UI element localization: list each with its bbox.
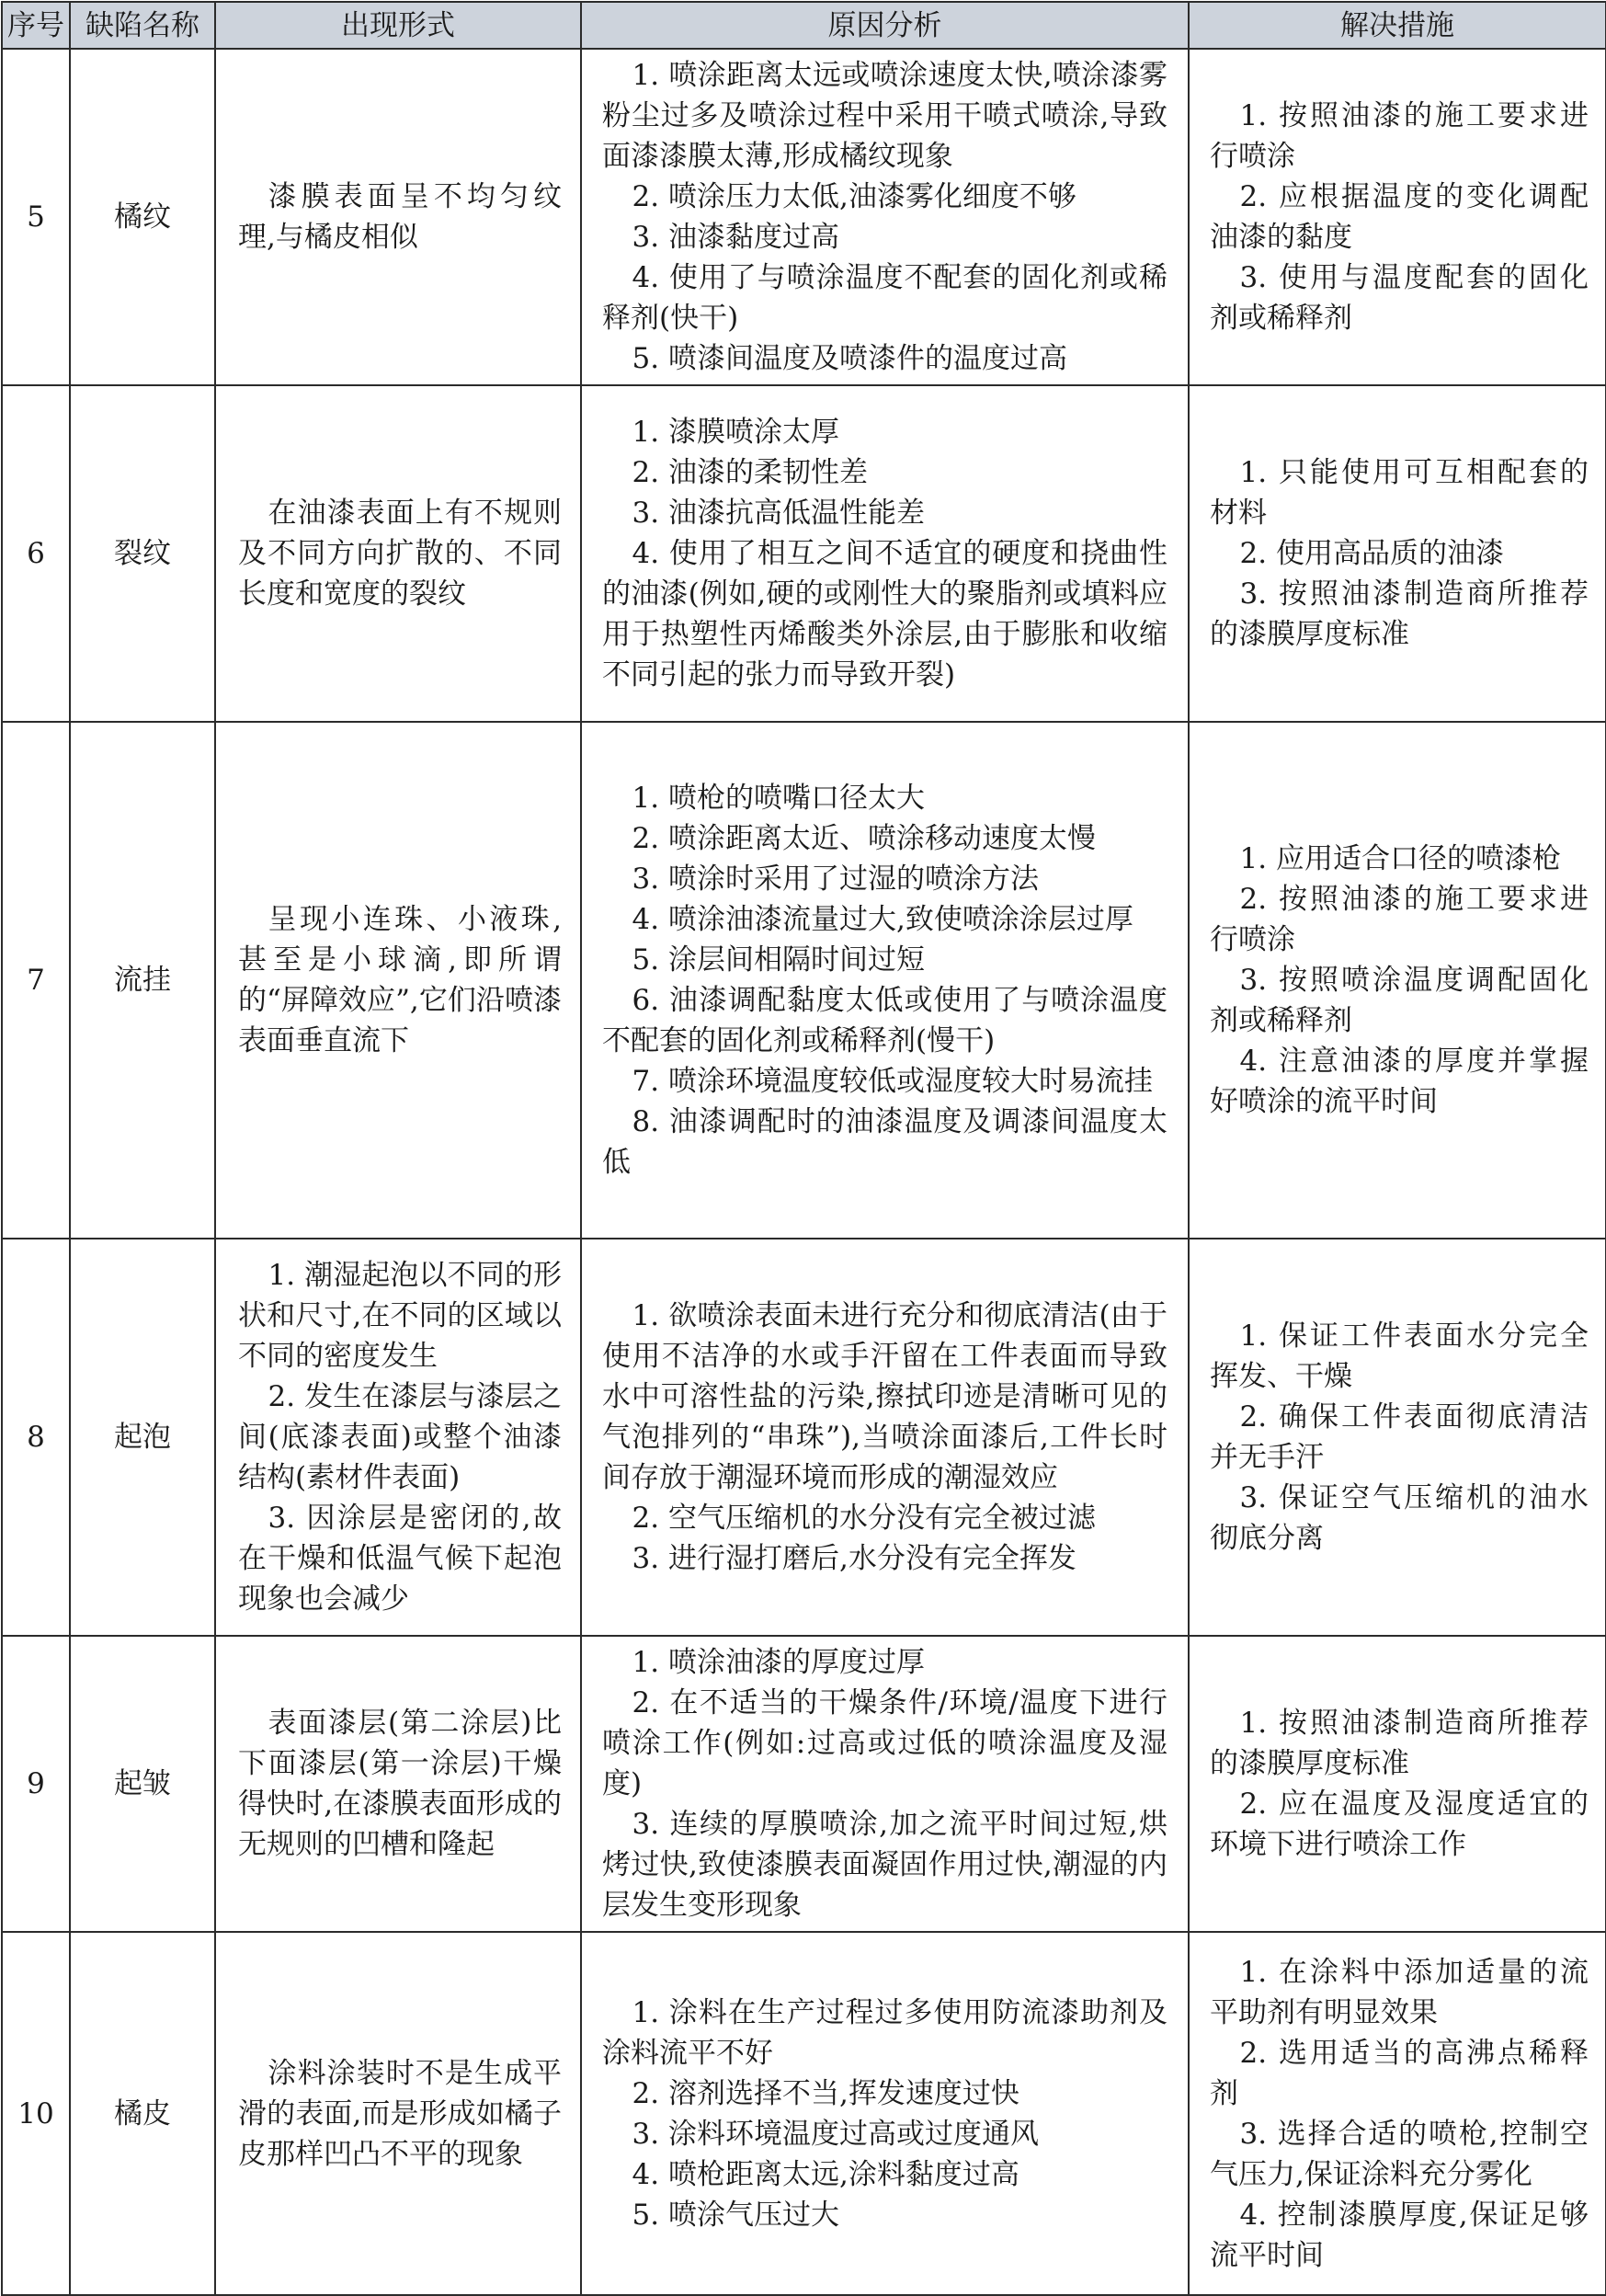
solution-item: 1. 按照油漆的施工要求进行喷涂	[1210, 99, 1589, 173]
table-row	[2, 1932, 1606, 2295]
cause-item: 3. 喷涂时采用了过湿的喷涂方法	[632, 862, 1039, 896]
appearance-text: 呈现小连珠、小液珠,甚至是小球滴,即所谓的“屏障效应”,它们沿喷漆表面垂直流下	[238, 903, 562, 1057]
cause-cell	[581, 1239, 1189, 1636]
solution-item: 3. 选择合适的喷枪,控制空气压力,保证涂料充分雾化	[1210, 2117, 1589, 2191]
appearance-cell	[215, 385, 581, 722]
table-header-row	[2, 2, 1606, 49]
cause-item: 4. 喷涂油漆流量过大,致使喷涂涂层过厚	[632, 903, 1133, 936]
cause-item: 2. 喷涂压力太低,油漆雾化细度不够	[632, 180, 1076, 213]
cause-cell	[581, 385, 1189, 722]
solution-cell	[1189, 722, 1606, 1239]
cause-item: 7. 喷涂环境温度较低或湿度较大时易流挂	[632, 1065, 1153, 1098]
table-row	[2, 1239, 1606, 1636]
solution-cell	[1189, 49, 1606, 385]
header-solution: 解决措施	[1189, 2, 1606, 49]
appearance-item: 3. 因涂层是密闭的,故在干燥和低温气候下起泡现象也会减少	[238, 1502, 562, 1616]
solution-item: 1. 应用适合口径的喷漆枪	[1239, 842, 1561, 875]
appearance-text: 在油漆表面上有不规则及不同方向扩散的、不同长度和宽度的裂纹	[238, 497, 562, 611]
cause-item: 1. 欲喷涂表面未进行充分和彻底清洁(由于使用不洁净的水或手汗留在工件表面而导致水中可溶性盐的污染,擦拭印迹是清晰可见的气泡排列的“串珠”),当喷涂面漆后,工件长时间存放于潮湿环境而形成的潮湿效应	[602, 1299, 1167, 1494]
cause-item: 3. 涂料环境温度过高或过度通风	[632, 2117, 1039, 2151]
cause-item: 1. 漆膜喷涂太厚	[632, 416, 839, 449]
cause-item: 2. 在不适当的干燥条件/环境/温度下进行喷涂工作(例如:过高或过低的喷涂温度及湿度)	[602, 1686, 1167, 1800]
solution-item: 2. 应根据温度的变化调配油漆的黏度	[1210, 180, 1589, 254]
appearance-cell	[215, 49, 581, 385]
row-number: 8	[2, 1239, 70, 1636]
solution-item: 3. 按照喷涂温度调配固化剂或稀释剂	[1210, 964, 1589, 1037]
solution-cell	[1189, 1239, 1606, 1636]
defect-name: 橘纹	[70, 49, 215, 385]
appearance-item: 1. 潮湿起泡以不同的形状和尺寸,在不同的区域以不同的密度发生	[238, 1259, 562, 1373]
defect-name: 裂纹	[70, 385, 215, 722]
solution-item: 4. 控制漆膜厚度,保证足够流平时间	[1210, 2198, 1589, 2272]
appearance-text: 表面漆层(第二涂层)比下面漆层(第一涂层)干燥得快时,在漆膜表面形成的无规则的凹槽和隆起	[238, 1707, 562, 1861]
header-defect-name: 缺陷名称	[70, 2, 215, 49]
cause-item: 1. 喷涂油漆的厚度过厚	[632, 1646, 925, 1679]
cause-item: 3. 油漆抗高低温性能差	[632, 497, 925, 530]
row-number: 10	[2, 1932, 70, 2295]
appearance-cell	[215, 722, 581, 1239]
cause-item: 8. 油漆调配时的油漆温度及调漆间温度太低	[602, 1105, 1167, 1179]
cause-item: 1. 喷枪的喷嘴口径太大	[632, 782, 925, 815]
solution-item: 2. 选用适当的高沸点稀释剂	[1210, 2036, 1589, 2110]
cause-item: 4. 使用了与喷涂温度不配套的固化剂或稀释剂(快干)	[602, 261, 1167, 335]
cause-cell	[581, 722, 1189, 1239]
solution-item: 1. 在涂料中添加适量的流平助剂有明显效果	[1210, 1955, 1589, 2029]
solution-cell	[1189, 1636, 1606, 1932]
solution-item: 2. 使用高品质的油漆	[1239, 537, 1504, 570]
cause-item: 3. 连续的厚膜喷涂,加之流平时间过短,烘烤过快,致使漆膜表面凝固作用过快,潮湿的内层发生变形现象	[602, 1808, 1167, 1922]
solution-item: 3. 使用与温度配套的固化剂或稀释剂	[1210, 261, 1589, 335]
table-row	[2, 722, 1606, 1239]
header-cause-analysis: 原因分析	[581, 2, 1189, 49]
row-number: 5	[2, 49, 70, 385]
cause-item: 1. 喷涂距离太远或喷涂速度太快,喷涂漆雾粉尘过多及喷涂过程中采用干喷式喷涂,导致面漆漆膜太薄,形成橘纹现象	[602, 59, 1167, 173]
row-number: 7	[2, 722, 70, 1239]
solution-item: 1. 保证工件表面水分完全挥发、干燥	[1210, 1319, 1589, 1393]
cause-item: 4. 喷枪距离太远,涂料黏度过高	[632, 2157, 1019, 2191]
defect-name: 起皱	[70, 1636, 215, 1932]
cause-item: 3. 油漆黏度过高	[632, 221, 839, 254]
solution-item: 4. 注意油漆的厚度并掌握好喷涂的流平时间	[1210, 1045, 1589, 1118]
appearance-cell	[215, 1932, 581, 2295]
solution-item: 2. 按照油漆的施工要求进行喷涂	[1210, 883, 1589, 956]
paint-defects-table	[1, 1, 1606, 2296]
appearance-item: 2. 发生在漆层与漆层之间(底漆表面)或整个油漆结构(素材件表面)	[238, 1380, 562, 1494]
appearance-cell	[215, 1636, 581, 1932]
appearance-cell	[215, 1239, 581, 1636]
cause-item: 2. 空气压缩机的水分没有完全被过滤	[632, 1502, 1096, 1535]
cause-item: 6. 油漆调配黏度太低或使用了与喷涂温度不配套的固化剂或稀释剂(慢干)	[602, 984, 1167, 1057]
cause-item: 5. 喷漆间温度及喷漆件的温度过高	[632, 342, 1067, 375]
solution-cell	[1189, 1932, 1606, 2295]
defect-name: 橘皮	[70, 1932, 215, 2295]
cause-item: 5. 涂层间相隔时间过短	[632, 943, 925, 977]
appearance-text: 漆膜表面呈不均匀纹理,与橘皮相似	[238, 180, 562, 254]
solution-item: 3. 保证空气压缩机的油水彻底分离	[1210, 1481, 1589, 1555]
solution-item: 2. 应在温度及湿度适宜的环境下进行喷涂工作	[1210, 1788, 1589, 1861]
solution-item: 2. 确保工件表面彻底清洁并无手汗	[1210, 1400, 1589, 1474]
cause-item: 2. 油漆的柔韧性差	[632, 456, 868, 489]
cause-item: 2. 喷涂距离太近、喷涂移动速度太慢	[632, 822, 1096, 855]
appearance-text: 涂料涂装时不是生成平滑的表面,而是形成如橘子皮那样凹凸不平的现象	[238, 2056, 562, 2171]
table-row	[2, 385, 1606, 722]
cause-item: 1. 涂料在生产过程过多使用防流漆助剂及涂料流平不好	[602, 1995, 1167, 2070]
cause-item: 4. 使用了相互之间不适宜的硬度和挠曲性的油漆(例如,硬的或刚性大的聚脂剂或填料应用于热塑性丙烯酸类外涂层,由于膨胀和收缩不同引起的张力而导致开裂)	[602, 537, 1167, 691]
row-number: 9	[2, 1636, 70, 1932]
row-number: 6	[2, 385, 70, 722]
solution-item: 1. 只能使用可互相配套的材料	[1210, 456, 1589, 530]
table-row	[2, 49, 1606, 385]
cause-cell	[581, 49, 1189, 385]
header-number: 序号	[2, 2, 70, 49]
solution-item: 3. 按照油漆制造商所推荐的漆膜厚度标准	[1210, 577, 1589, 651]
defect-name: 流挂	[70, 722, 215, 1239]
cause-item: 5. 喷涂气压过大	[632, 2198, 839, 2232]
table-row	[2, 1636, 1606, 1932]
solution-item: 1. 按照油漆制造商所推荐的漆膜厚度标准	[1210, 1707, 1589, 1780]
cause-cell	[581, 1636, 1189, 1932]
defect-name: 起泡	[70, 1239, 215, 1636]
header-appearance: 出现形式	[215, 2, 581, 49]
cause-item: 3. 进行湿打磨后,水分没有完全挥发	[632, 1542, 1076, 1575]
solution-cell	[1189, 385, 1606, 722]
cause-cell	[581, 1932, 1189, 2295]
cause-item: 2. 溶剂选择不当,挥发速度过快	[632, 2076, 1019, 2110]
